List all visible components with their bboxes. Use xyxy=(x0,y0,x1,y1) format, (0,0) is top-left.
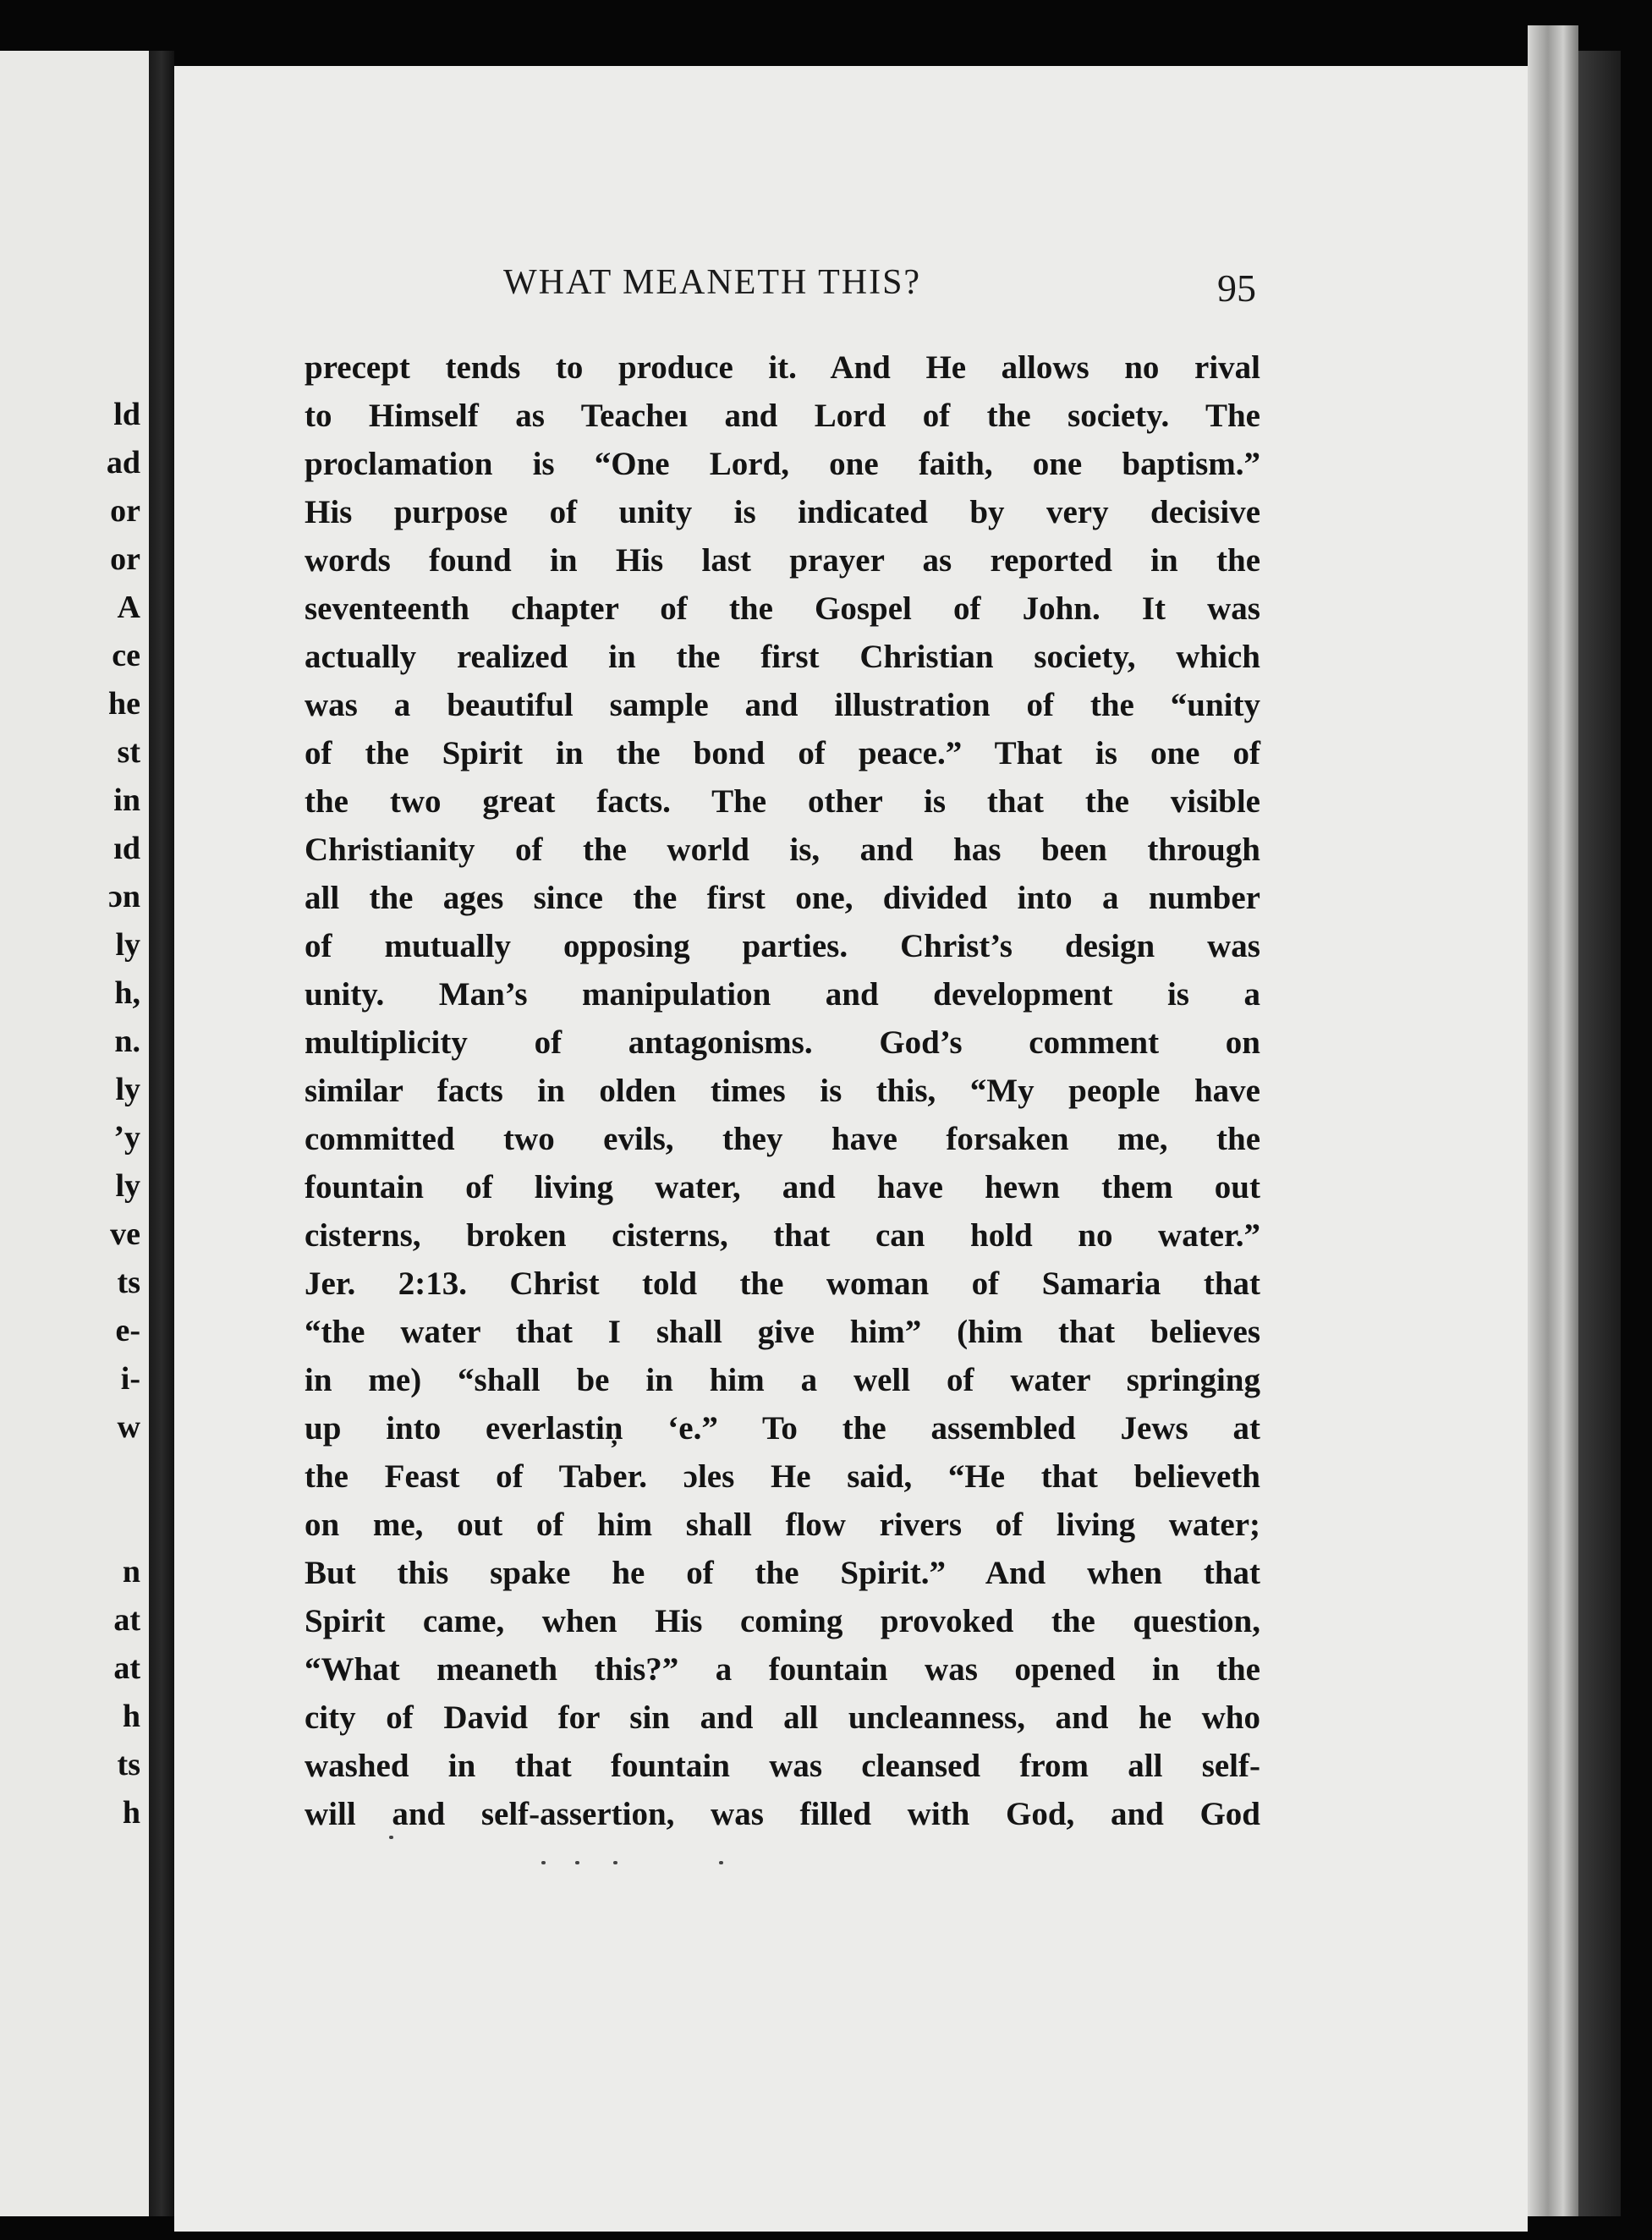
text-line: up into everlastiņ ʻe.” To the assembled Jews at xyxy=(305,1410,1260,1447)
left-page-fragment: ts xyxy=(117,1265,140,1300)
left-page-fragment: n xyxy=(122,1554,140,1589)
text-line: precept tends to produce it. And He allows no rival xyxy=(305,349,1260,386)
text-line: actually realized in the first Christian society, which xyxy=(305,639,1260,675)
text-line: was a beautiful sample and illustration of the “unity xyxy=(305,687,1260,723)
text-line: Christianity of the world is, and has been through xyxy=(305,832,1260,868)
left-page-fragment: e- xyxy=(115,1313,140,1348)
text-line: to Himself as Teacheı and Lord of the society. The xyxy=(305,398,1260,434)
left-page-fragment: ld xyxy=(113,397,140,432)
text-line: multiplicity of antagonisms. God’s comment on xyxy=(305,1024,1260,1061)
left-page-fragment: ad xyxy=(106,445,140,480)
text-line: washed in that fountain was cleansed from all self- xyxy=(305,1748,1260,1784)
text-line: words found in His last prayer as reported in the xyxy=(305,542,1260,579)
text-line: committed two evils, they have forsaken me, the xyxy=(305,1121,1260,1157)
speck xyxy=(389,1836,393,1839)
text-line: proclamation is “One Lord, one faith, one baptism.” xyxy=(305,446,1260,482)
page-number: 95 xyxy=(1217,266,1256,310)
left-page-fragment: h, xyxy=(114,975,140,1011)
text-line: But this spake he of the Spirit.” And when that xyxy=(305,1555,1260,1591)
text-line: the Feast of Taber. ɔles He said, “He that believeth xyxy=(305,1458,1260,1495)
book-gutter xyxy=(149,51,174,2216)
text-line: the two great facts. The other is that the visible xyxy=(305,783,1260,820)
text-line: His purpose of unity is indicated by very decisive xyxy=(305,494,1260,530)
left-page-fragment: in xyxy=(113,782,140,818)
left-page-fragment: ly xyxy=(115,927,140,963)
text-line: “the water that I shall give him” (him that believes xyxy=(305,1314,1260,1350)
running-head-title: WHAT MEANETH THIS? xyxy=(503,263,922,302)
text-line: cisterns, broken cisterns, that can hold no water.” xyxy=(305,1217,1260,1254)
text-line: of the Spirit in the bond of peace.” That is one of xyxy=(305,735,1260,771)
text-line: in me) “shall be in him a well of water springing xyxy=(305,1362,1260,1398)
text-line: “What meaneth this?” a fountain was opened in the xyxy=(305,1651,1260,1688)
left-page-fragment: A xyxy=(117,590,140,625)
text-line: fountain of living water, and have hewn them out xyxy=(305,1169,1260,1205)
text-line: similar facts in olden times is this, “My people have xyxy=(305,1073,1260,1109)
left-page-fragment: n. xyxy=(114,1024,140,1059)
left-page-fragment: at xyxy=(113,1602,140,1638)
left-page-fragment xyxy=(0,1500,149,1548)
speck xyxy=(719,1861,723,1864)
speck xyxy=(613,1861,617,1864)
speck xyxy=(575,1861,579,1864)
left-page-fragment: st xyxy=(117,734,140,770)
left-page-fragment: w xyxy=(117,1409,140,1445)
left-page-fragment: ly xyxy=(115,1168,140,1204)
left-page-fragment: ve xyxy=(110,1216,140,1252)
left-page-fragment: at xyxy=(113,1650,140,1686)
text-line: city of David for sin and all uncleanness, and he who xyxy=(305,1699,1260,1736)
left-page-fragment: he xyxy=(108,686,140,722)
book-cover-edge xyxy=(1578,51,1621,2216)
left-page-fragment: ts xyxy=(117,1747,140,1782)
left-page-fragment: ly xyxy=(115,1072,140,1107)
text-line: will and self-assertion, was filled with God, and God xyxy=(305,1796,1260,1832)
left-page-fragment: ʼy xyxy=(113,1120,140,1156)
text-line: unity. Man’s manipulation and development is a xyxy=(305,976,1260,1013)
print-specks xyxy=(296,1853,1057,1878)
left-page-fragment: ıd xyxy=(113,831,140,866)
left-page-fragment: h xyxy=(122,1699,140,1734)
text-line: Jer. 2:13. Christ told the woman of Samaria that xyxy=(305,1265,1260,1302)
left-page-fragment: or xyxy=(110,493,140,529)
running-head xyxy=(300,262,1256,321)
text-line: on me, out of him shall flow rivers of living water; xyxy=(305,1507,1260,1543)
text-line: of mutually opposing parties. Christ’s design was xyxy=(305,928,1260,964)
text-line: Spirit came, when His coming provoked the question, xyxy=(305,1603,1260,1639)
left-page-fragment: h xyxy=(122,1795,140,1831)
body-text xyxy=(305,343,1260,1838)
page-edge xyxy=(1528,25,1578,2216)
left-page-fragment: ce xyxy=(112,638,140,673)
left-page-fragment: or xyxy=(110,541,140,577)
left-page-fragment xyxy=(0,1452,149,1500)
left-page-text-fragments xyxy=(0,391,149,1837)
left-page-fragment: i- xyxy=(120,1361,140,1397)
text-line: all the ages since the first one, divided into a number xyxy=(305,880,1260,916)
left-facing-page xyxy=(0,51,149,2216)
speck xyxy=(541,1861,546,1864)
left-page-fragment: ɔn xyxy=(108,879,140,914)
text-line: seventeenth chapter of the Gospel of John. It was xyxy=(305,590,1260,627)
